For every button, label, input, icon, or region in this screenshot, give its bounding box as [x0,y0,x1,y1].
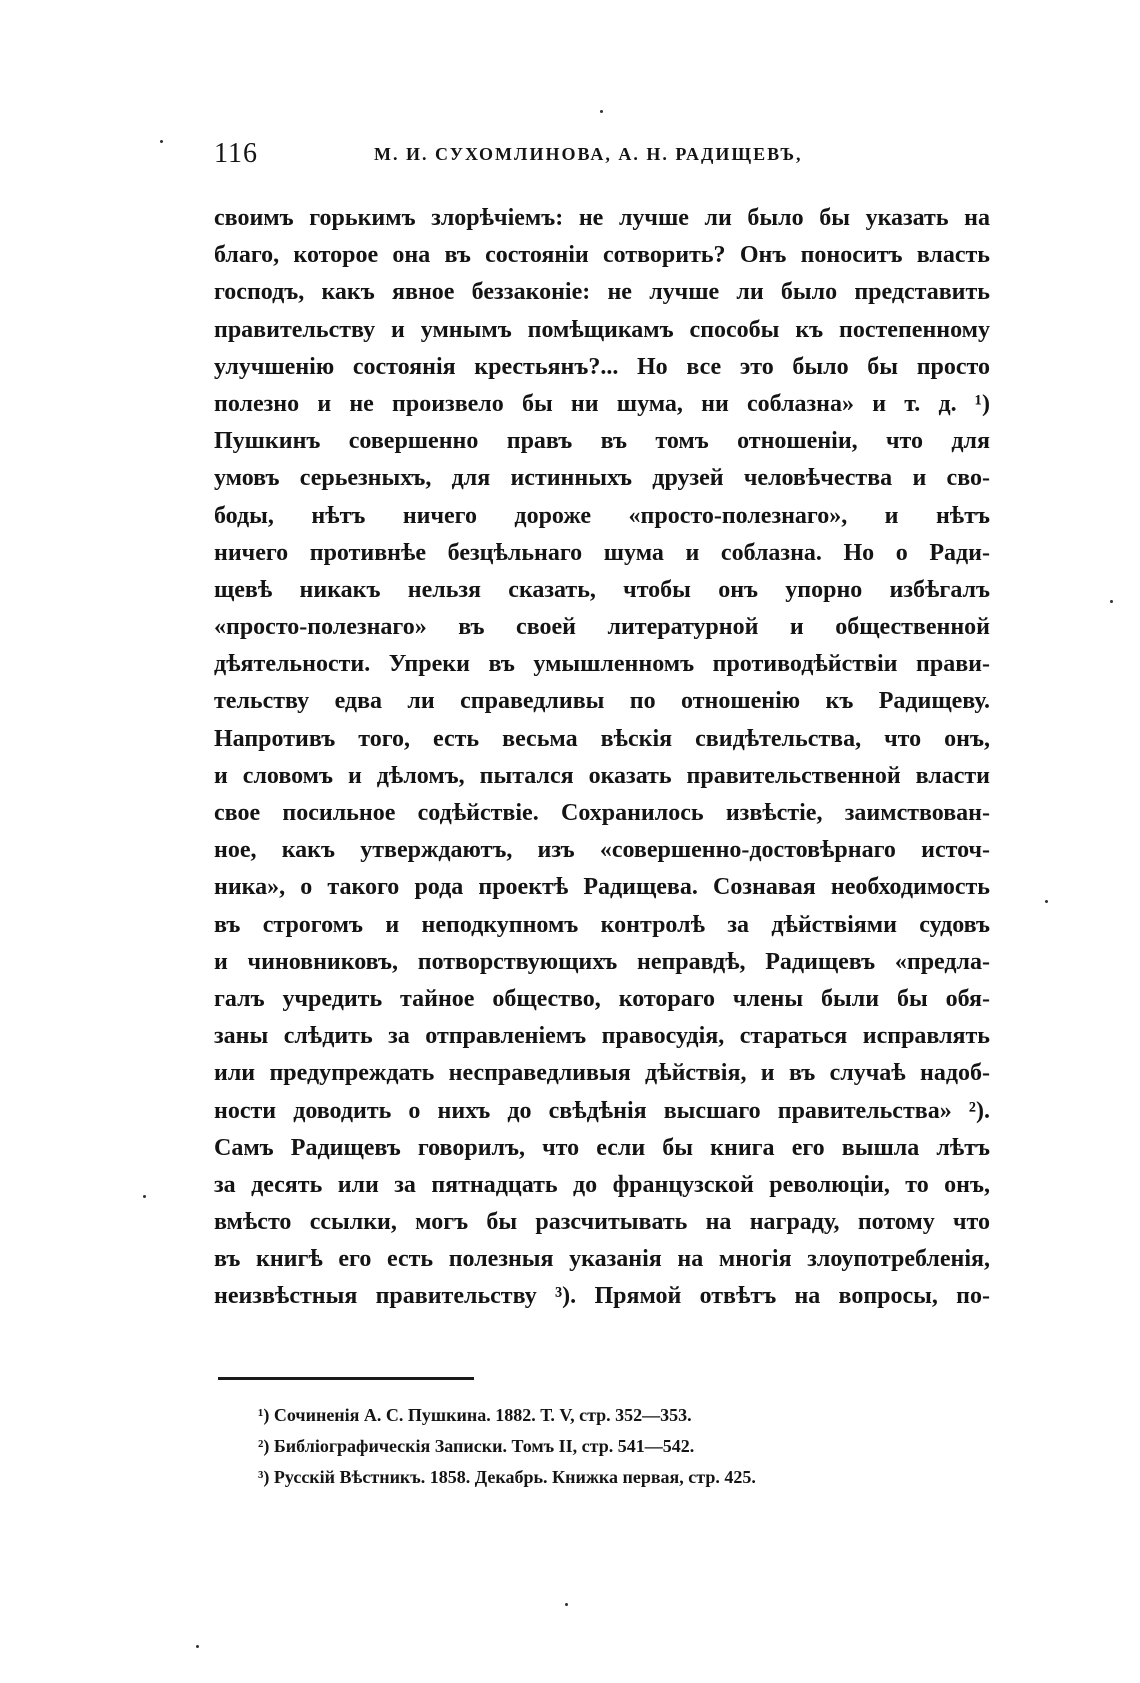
text-line: свое посильное содѣйствіе. Сохранилось извѣстіе, заимствован- [214,800,990,826]
running-head: М. И. СУХОМЛИНОВА, А. Н. РАДИЩЕВЪ, [374,144,803,164]
footnote [258,1431,958,1462]
footnote-rule [218,1377,474,1380]
text-line: въ строгомъ и неподкупномъ контролѣ за дѣйствіями судовъ [214,911,990,938]
footnote-text: Русскій Вѣстникъ. 1858. Декабрь. Книжка первая, стр. 425. [273,1467,756,1487]
scan-speck [600,110,603,113]
text-line: ности доводить о нихъ до свѣдѣнія высшаго правительства» ²). [214,1097,990,1124]
scan-speck [1110,600,1113,603]
text-line: щевѣ никакъ нельзя сказать, чтобы онъ упорно избѣгалъ [214,576,990,603]
scan-speck [160,140,163,143]
text-line: въ книгѣ его есть полезныя указанія на многія злоупотребленія, [214,1246,990,1273]
text-line: господъ, какъ явное беззаконіе: не лучше ли было представить [214,279,990,306]
text-line: правительству и умнымъ помѣщикамъ способы къ постепенному [214,316,990,343]
footnote [258,1400,958,1431]
footnote-mark: ³) [258,1467,270,1487]
text-line: и чиновниковъ, потворствующихъ неправдѣ, Радищевъ «предла- [214,948,990,975]
text-line: дѣятельности. Упреки въ умышленномъ противодѣйствіи прави- [214,651,990,678]
scan-speck [196,1645,199,1648]
text-line: улучшенію состоянія крестьянъ?... Но все это было бы просто [214,353,990,380]
text-line: своимъ горькимъ злорѣчіемъ: не лучше ли было бы указать на [214,205,990,231]
scan-speck [565,1603,568,1606]
page-header [214,138,994,178]
footnotes [258,1400,958,1493]
text-line: благо, которое она въ состояніи сотворить? Онъ поноситъ власть [214,242,990,269]
footnote [258,1462,958,1493]
footnote-mark: ²) [258,1436,270,1456]
text-line: заны слѣдить за отправленіемъ правосудія, стараться исправлять [214,1023,990,1050]
text-line: Самъ Радищевъ говорилъ, что если бы книга его вышла лѣтъ [214,1134,990,1161]
page-number: 116 [214,138,258,169]
text-line: вмѣсто ссылки, могъ бы разсчитывать на награду, потому что [214,1209,990,1236]
text-line: Напротивъ того, есть весьма вѣскія свидѣтельства, что онъ, [214,725,990,752]
footnote-text: Сочиненія А. С. Пушкина. 1882. Т. V, стр. 352—353. [273,1405,692,1425]
text-line: полезно и не произвело бы ни шума, ни соблазна» и т. д. ¹) [214,390,990,417]
scan-speck [143,1195,146,1198]
text-line: ничего противнѣе безцѣльнаго шума и соблазна. Но о Ради- [214,539,990,566]
footnote-text: Библіографическія Записки. Томъ II, стр. 541—542. [273,1436,695,1456]
text-line: и словомъ и дѣломъ, пытался оказать правительственной власти [214,762,990,789]
text-line: боды, нѣтъ ничего дороже «просто-полезнаго», и нѣтъ [214,502,990,529]
text-line: ное, какъ утверждаютъ, изъ «совершенно-достовѣрнаго источ- [214,837,990,864]
text-line: неизвѣстныя правительству ³). Прямой отвѣтъ на вопросы, по- [214,1283,990,1310]
text-line: тельству едва ли справедливы по отношенію къ Радищеву. [214,688,990,715]
text-line: умовъ серьезныхъ, для истинныхъ друзей человѣчества и сво- [214,465,990,492]
text-line: за десять или за пятнадцать до французской революціи, то онъ, [214,1171,990,1198]
footnote-mark: ¹) [258,1405,270,1425]
text-line: Пушкинъ совершенно правъ въ томъ отношеніи, что для [214,428,990,455]
text-line: ника», о такого рода проектѣ Радищева. Сознавая необходимость [214,874,990,901]
text-line: или предупреждать несправедливыя дѣйствія, и въ случаѣ надоб- [214,1060,990,1087]
text-line: галъ учредить тайное общество, котораго члены были бы обя- [214,985,990,1012]
body-text [214,200,990,1316]
scan-speck [1045,900,1048,903]
text-line: «просто-полезнаго» въ своей литературной и общественной [214,614,990,641]
